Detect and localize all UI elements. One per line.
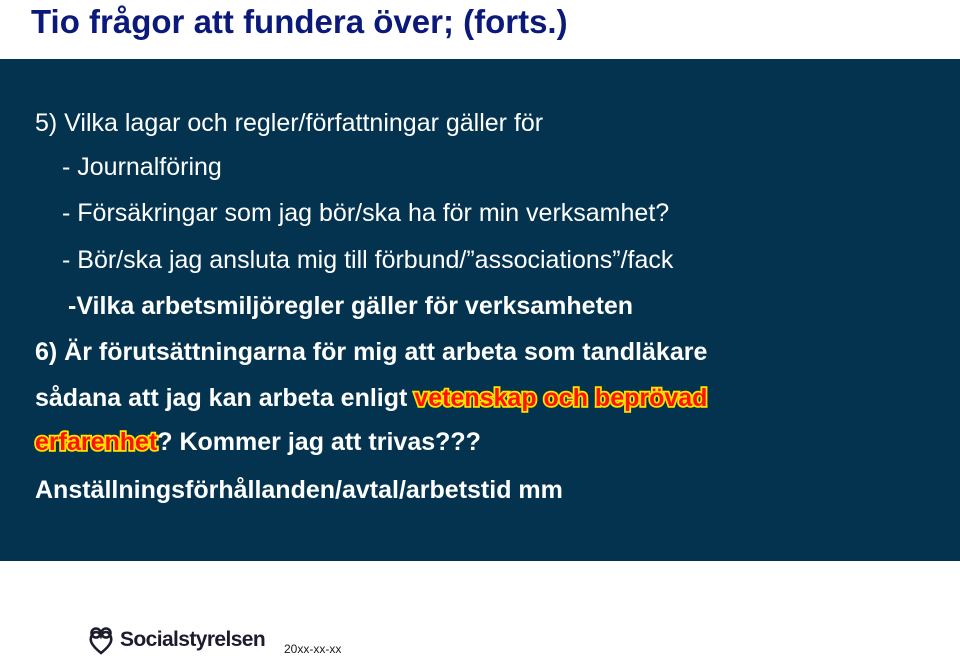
question-6-line-3-text: ? Kommer jag att trivas??? (157, 428, 481, 456)
anstallning-line: Anställningsförhållanden/avtal/arbetstid mm (35, 476, 563, 504)
question-6-line-2 (35, 383, 707, 413)
bullet-forbund: - Bör/ska jag ansluta mig till förbund/”associations”/fack (62, 246, 674, 274)
highlight-erfarenhet: erfarenhet (35, 428, 158, 456)
highlight-vetenskap: vetenskap och beprövad (414, 384, 708, 412)
footer-date: 20xx-xx-xx (284, 642, 342, 656)
bullet-journalforing: - Journalföring (62, 153, 222, 181)
footer-logo (86, 625, 265, 655)
question-5-heading: 5) Vilka lagar och regler/författningar gäller för (35, 109, 544, 137)
content-panel (0, 59, 960, 561)
logo-text: Socialstyrelsen (120, 628, 266, 651)
slide-title: Tio frågor att fundera över; (forts.) (31, 3, 568, 40)
socialstyrelsen-logo-icon (86, 625, 116, 655)
question-6-line-3 (35, 427, 481, 457)
bullet-forsakringar: - Försäkringar som jag bör/ska ha för min verksamhet? (62, 199, 670, 227)
question-6-heading: 6) Är förutsättningarna för mig att arbeta som tandläkare (35, 338, 708, 366)
bullet-arbetsmiljo: -Vilka arbetsmiljöregler gäller för verksamheten (68, 292, 634, 320)
question-6-line-2-text: sådana att jag kan arbeta enligt (35, 384, 415, 412)
